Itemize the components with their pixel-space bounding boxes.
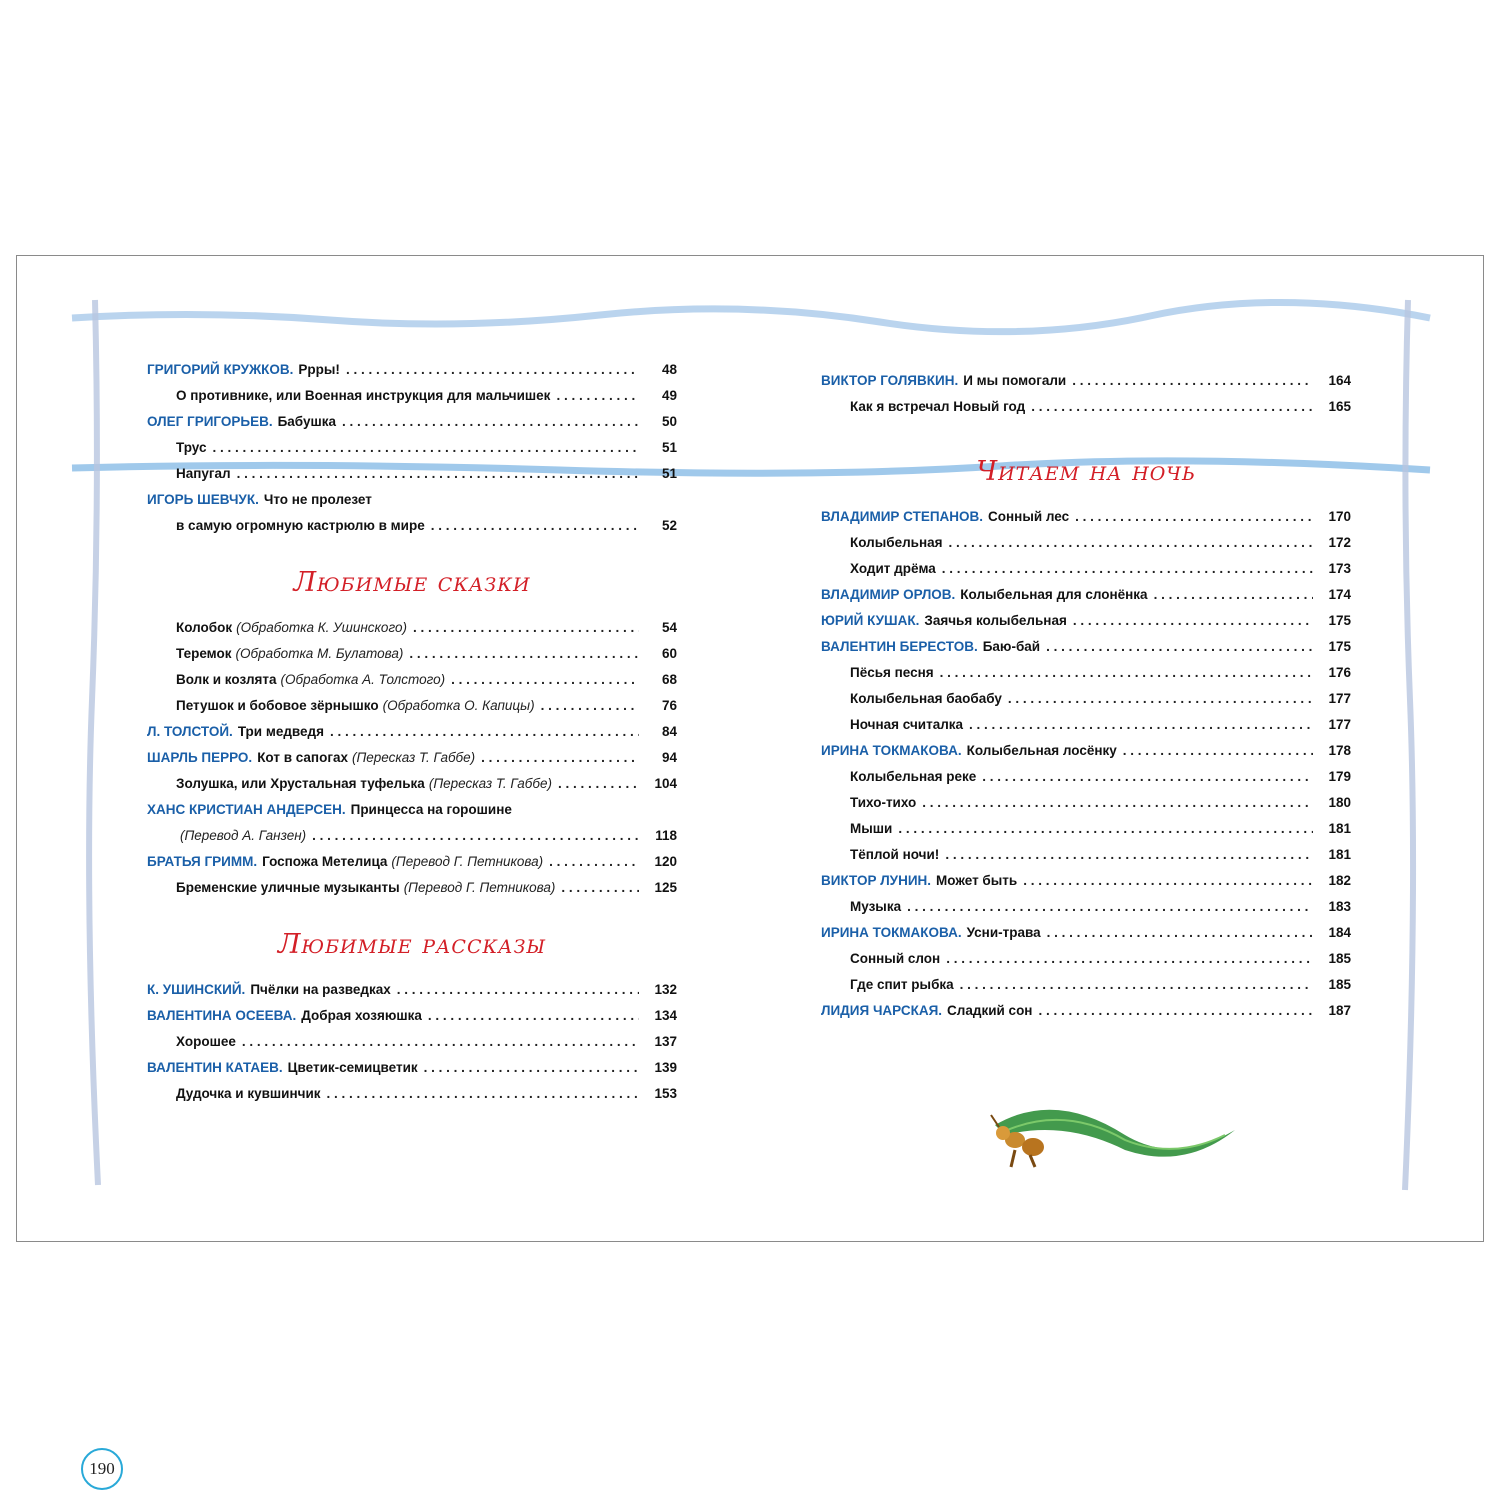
toc-leader-dots (397, 977, 639, 1003)
toc-leader-dots (1073, 608, 1313, 634)
toc-leader-dots (1038, 998, 1313, 1024)
toc-leader-dots (1075, 504, 1313, 530)
toc-page-number: 49 (661, 388, 677, 403)
toc-title: Кот в сапогах (257, 750, 348, 765)
toc-title: Ррры! (298, 362, 340, 377)
toc-entry (147, 875, 677, 901)
toc-entry (147, 383, 677, 409)
toc-page-number: 185 (1328, 977, 1351, 992)
toc-leader-dots (556, 383, 639, 409)
right-page-toc (821, 368, 1351, 1024)
toc-entry (147, 1081, 677, 1107)
toc-author: ИРИНА ТОКМАКОВА. (821, 925, 962, 940)
toc-title: Сонный лес (988, 509, 1070, 524)
toc-page-number: 104 (654, 776, 677, 791)
toc-author: ШАРЛЬ ПЕРРО. (147, 750, 253, 765)
toc-title: Сонный слон (850, 951, 941, 966)
toc-page-number: 125 (654, 880, 677, 895)
toc-title: Госпожа Метелица (262, 854, 388, 869)
toc-note: (Обработка О. Капицы) (382, 698, 535, 713)
toc-leader-dots (561, 875, 639, 901)
toc-title: Бабушка (277, 414, 336, 429)
toc-author: ОЛЕГ ГРИГОРЬЕВ. (147, 414, 273, 429)
toc-title: Принцесса на горошине (350, 802, 512, 817)
toc-title: Что не пролезет (263, 492, 372, 507)
toc-title: Сладкий сон (947, 1003, 1033, 1018)
toc-page-number: 76 (661, 698, 677, 713)
toc-page-number: 165 (1328, 399, 1351, 414)
toc-leader-dots (1023, 868, 1313, 894)
toc-title: Заячья колыбельная (924, 613, 1067, 628)
toc-leader-dots (949, 530, 1313, 556)
toc-entry (821, 946, 1351, 972)
toc-page-number: 68 (661, 672, 677, 687)
toc-page-number: 134 (654, 1008, 677, 1023)
toc-leader-dots (327, 1081, 640, 1107)
toc-leader-dots (1154, 582, 1313, 608)
toc-title: Золушка, или Хрустальная туфелька (176, 776, 425, 791)
right-toc-block-1 (821, 368, 1351, 420)
toc-page-number: 170 (1328, 509, 1351, 524)
toc-title: Цветик-семицветик (287, 1060, 418, 1075)
toc-title: Добрая хозяюшка (301, 1008, 422, 1023)
toc-leader-dots (242, 1029, 639, 1055)
toc-title: Теремок (176, 646, 232, 661)
toc-entry (147, 461, 677, 487)
toc-entry (821, 868, 1351, 894)
toc-leader-dots (409, 641, 639, 667)
toc-page-number: 52 (661, 518, 677, 533)
toc-leader-dots (946, 946, 1313, 972)
toc-entry (821, 712, 1351, 738)
toc-entry (821, 368, 1351, 394)
toc-entry (821, 634, 1351, 660)
toc-leader-dots (451, 667, 639, 693)
toc-leader-dots (1123, 738, 1313, 764)
toc-author: ВИКТОР ГОЛЯВКИН. (821, 373, 959, 388)
toc-page-number: 179 (1328, 769, 1351, 784)
toc-entry (821, 998, 1351, 1024)
toc-page-number: 94 (661, 750, 677, 765)
toc-entry (147, 745, 677, 771)
toc-entry (821, 504, 1351, 530)
toc-note: (Пересказ Т. Габбе) (351, 750, 476, 765)
ant-carrying-leaf-illustration (975, 1095, 1250, 1170)
toc-title: И мы помогали (963, 373, 1067, 388)
toc-leader-dots (1046, 634, 1313, 660)
toc-entry (147, 667, 677, 693)
toc-entry (147, 771, 677, 797)
toc-title: в самую огромную кастрюлю в мире (176, 518, 425, 533)
toc-leader-dots (969, 712, 1313, 738)
toc-note: (Обработка А. Толстого) (280, 672, 446, 687)
toc-entry (147, 1055, 677, 1081)
right-toc-block-2 (821, 504, 1351, 1024)
toc-leader-dots (428, 1003, 639, 1029)
toc-page-number: 185 (1328, 951, 1351, 966)
toc-author: ВЛАДИМИР ОРЛОВ. (821, 587, 956, 602)
toc-note: (Перевод Г. Петникова) (391, 854, 544, 869)
toc-entry (821, 394, 1351, 420)
toc-title: Как я встречал Новый год (850, 399, 1026, 414)
toc-leader-dots (907, 894, 1313, 920)
toc-leader-dots (431, 513, 639, 539)
toc-author: ВИКТОР ЛУНИН. (821, 873, 932, 888)
toc-entry (821, 738, 1351, 764)
toc-page-number: 48 (661, 362, 677, 377)
toc-title: Тихо-тихо (850, 795, 917, 810)
toc-page-number: 153 (654, 1086, 677, 1101)
toc-page-number: 172 (1328, 535, 1351, 550)
toc-leader-dots (346, 357, 639, 383)
toc-entry (821, 608, 1351, 634)
toc-note: (Перевод А. Ганзен) (180, 828, 307, 843)
toc-author: К. УШИНСКИЙ. (147, 982, 246, 997)
heading-stories: Любимые рассказы (277, 929, 547, 960)
toc-title: Мыши (850, 821, 893, 836)
heading-night: Читаем на ночь (976, 456, 1196, 487)
toc-leader-dots (1072, 368, 1313, 394)
toc-page-number: 120 (654, 854, 677, 869)
toc-leader-dots (960, 972, 1313, 998)
toc-page-number: 50 (661, 414, 677, 429)
toc-title: Напугал (176, 466, 231, 481)
toc-entry (147, 435, 677, 461)
toc-note: (Обработка К. Ушинского) (236, 620, 407, 635)
toc-title: Колыбельная для слонёнка (960, 587, 1148, 602)
toc-page-number: 184 (1328, 925, 1351, 940)
toc-page-number: 175 (1328, 613, 1351, 628)
toc-entry (821, 894, 1351, 920)
toc-leader-dots (424, 1055, 639, 1081)
toc-entry (147, 693, 677, 719)
toc-page-number: 182 (1328, 873, 1351, 888)
toc-entry (821, 972, 1351, 998)
toc-page-number: 132 (654, 982, 677, 997)
toc-entry (147, 357, 677, 383)
toc-leader-dots (940, 660, 1313, 686)
toc-title: Колыбельная баобабу (850, 691, 1002, 706)
toc-title: Хорошее (176, 1034, 236, 1049)
toc-title: Тёплой ночи! (850, 847, 940, 862)
page-number-circle: 190 (81, 1448, 123, 1490)
left-page-toc (147, 357, 677, 1107)
toc-title: Усни-трава (966, 925, 1041, 940)
toc-title: Колыбельная реке (850, 769, 977, 784)
toc-entry (147, 719, 677, 745)
toc-leader-dots (413, 615, 639, 641)
toc-author: Л. ТОЛСТОЙ. (147, 724, 233, 739)
toc-page-number: 84 (661, 724, 677, 739)
toc-title: Баю-бай (982, 639, 1041, 654)
toc-author: ВЛАДИМИР СТЕПАНОВ. (821, 509, 984, 524)
toc-entry (821, 842, 1351, 868)
toc-title: Колобок (176, 620, 233, 635)
toc-author: БРАТЬЯ ГРИММ. (147, 854, 258, 869)
toc-page-number: 178 (1328, 743, 1351, 758)
toc-leader-dots (481, 745, 639, 771)
toc-entry (821, 530, 1351, 556)
toc-author: ВАЛЕНТИН БЕРЕСТОВ. (821, 639, 978, 654)
toc-author: ВАЛЕНТИН КАТАЕВ. (147, 1060, 283, 1075)
toc-entry (147, 641, 677, 667)
toc-entry (147, 977, 677, 1003)
toc-entry (147, 487, 677, 513)
toc-author: ГРИГОРИЙ КРУЖКОВ. (147, 362, 294, 377)
toc-entry (821, 686, 1351, 712)
toc-leader-dots (1008, 686, 1313, 712)
toc-leader-dots (237, 461, 639, 487)
toc-page-number: 164 (1328, 373, 1351, 388)
toc-author: ИГОРЬ ШЕВЧУК. (147, 492, 259, 507)
toc-leader-dots (212, 435, 639, 461)
toc-entry (821, 816, 1351, 842)
left-toc-block-1 (147, 357, 677, 539)
toc-entry (147, 1003, 677, 1029)
toc-entry (821, 582, 1351, 608)
toc-entry (821, 790, 1351, 816)
left-toc-block-3 (147, 977, 677, 1107)
toc-leader-dots (945, 842, 1313, 868)
toc-note: (Обработка М. Булатова) (235, 646, 404, 661)
heading-fairytales: Любимые сказки (293, 567, 531, 598)
toc-leader-dots (982, 764, 1313, 790)
toc-title: Колыбельная лосёнку (966, 743, 1117, 758)
toc-leader-dots (898, 816, 1313, 842)
toc-page-number: 177 (1328, 691, 1351, 706)
toc-leader-dots (541, 693, 639, 719)
toc-page-number: 187 (1328, 1003, 1351, 1018)
toc-entry (821, 920, 1351, 946)
toc-entry (147, 513, 677, 539)
toc-leader-dots (1047, 920, 1313, 946)
toc-author: ВАЛЕНТИНА ОСЕЕВА. (147, 1008, 297, 1023)
toc-leader-dots (342, 409, 639, 435)
toc-page-number: 183 (1328, 899, 1351, 914)
toc-leader-dots (922, 790, 1313, 816)
toc-author: ЮРИЙ КУШАК. (821, 613, 920, 628)
toc-page-number: 181 (1328, 847, 1351, 862)
toc-page-number: 176 (1328, 665, 1351, 680)
toc-leader-dots (942, 556, 1313, 582)
toc-title: Ходит дрёма (850, 561, 936, 576)
toc-page-number: 173 (1328, 561, 1351, 576)
toc-page-number: 60 (661, 646, 677, 661)
toc-title: Пчёлки на разведках (250, 982, 391, 997)
toc-note: (Пересказ Т. Габбе) (428, 776, 552, 791)
toc-title: Бременские уличные музыканты (176, 880, 400, 895)
toc-page-number: 51 (661, 440, 677, 455)
toc-title: Пёсья песня (850, 665, 934, 680)
toc-leader-dots (312, 823, 639, 849)
toc-leader-dots (1031, 394, 1313, 420)
toc-entry (147, 849, 677, 875)
toc-page-number: 180 (1328, 795, 1351, 810)
toc-title: Где спит рыбка (850, 977, 954, 992)
toc-page-number: 174 (1328, 587, 1351, 602)
toc-entry (821, 764, 1351, 790)
toc-page-number: 175 (1328, 639, 1351, 654)
toc-author: ХАНС КРИСТИАН АНДЕРСЕН. (147, 802, 346, 817)
toc-title: Петушок и бобовое зёрнышко (176, 698, 379, 713)
toc-entry (821, 556, 1351, 582)
toc-entry (147, 615, 677, 641)
toc-author: ЛИДИЯ ЧАРСКАЯ. (821, 1003, 943, 1018)
toc-leader-dots (558, 771, 639, 797)
toc-title: Ночная считалка (850, 717, 964, 732)
toc-note: (Перевод Г. Петникова) (403, 880, 556, 895)
toc-leader-dots (330, 719, 639, 745)
toc-title: Колыбельная (850, 535, 943, 550)
toc-entry (147, 823, 677, 849)
toc-title: Волк и козлята (176, 672, 277, 687)
toc-title: Три медведя (237, 724, 324, 739)
toc-page-number: 177 (1328, 717, 1351, 732)
toc-entry (147, 1029, 677, 1055)
toc-title: Трус (176, 440, 207, 455)
toc-page-number: 139 (654, 1060, 677, 1075)
toc-page-number: 181 (1328, 821, 1351, 836)
toc-entry (147, 409, 677, 435)
toc-title: Дудочка и кувшинчик (176, 1086, 321, 1101)
toc-entry (821, 660, 1351, 686)
left-toc-block-2 (147, 615, 677, 901)
toc-leader-dots (549, 849, 639, 875)
toc-page-number: 137 (654, 1034, 677, 1049)
toc-title: Может быть (936, 873, 1018, 888)
toc-title: О противнике, или Военная инструкция для мальчишек (176, 388, 551, 403)
toc-author: ИРИНА ТОКМАКОВА. (821, 743, 962, 758)
toc-page-number: 118 (655, 828, 677, 843)
toc-entry (147, 797, 677, 823)
toc-page-number: 51 (661, 466, 677, 481)
toc-page-number: 54 (661, 620, 677, 635)
toc-title: Музыка (850, 899, 902, 914)
